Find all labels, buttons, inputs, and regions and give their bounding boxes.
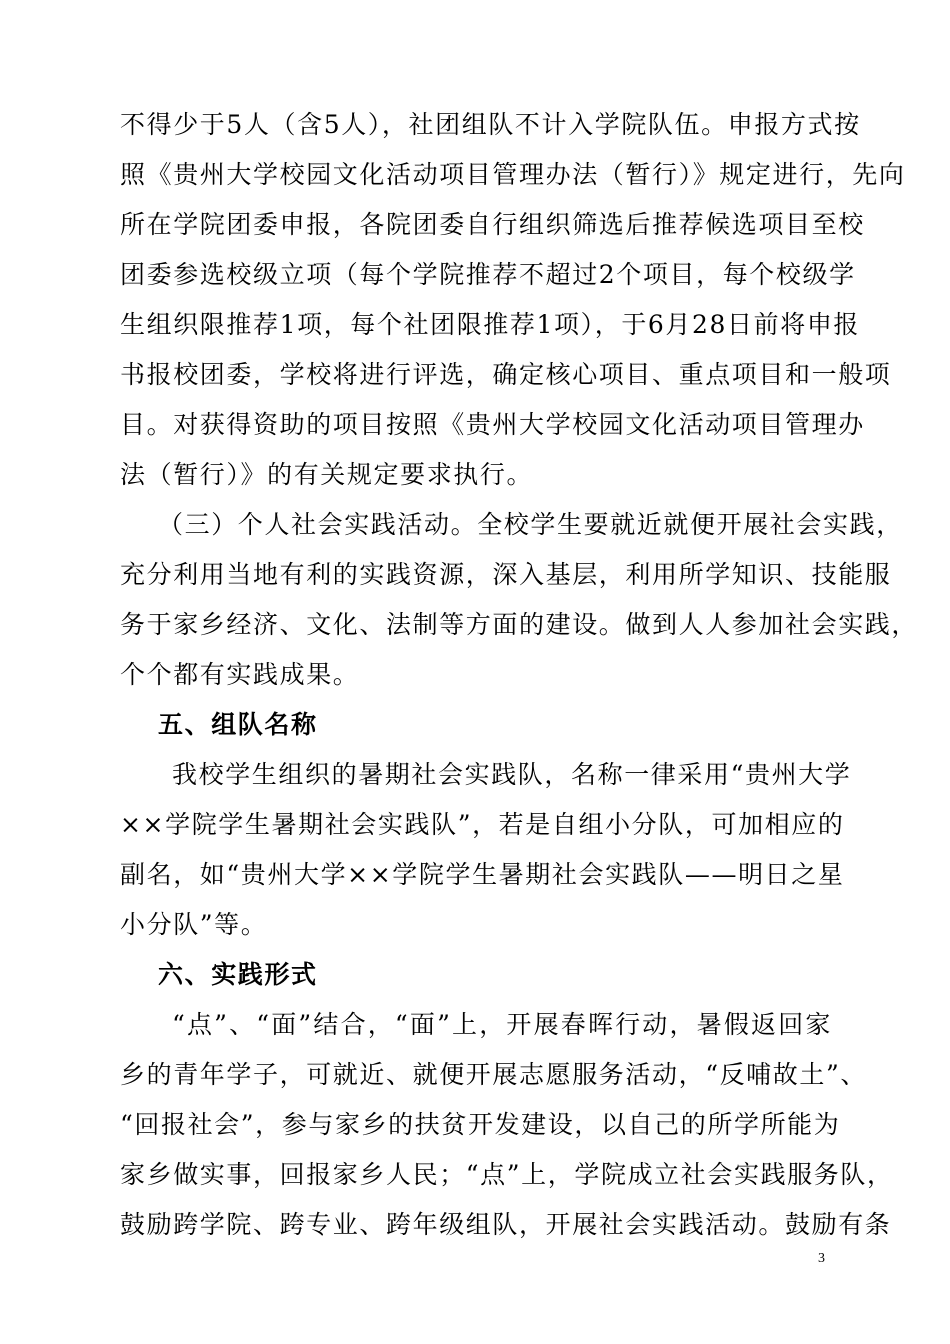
text-line: ××学院学生暑期社会实践队”，若是自组小分队，可加相应的 xyxy=(120,810,845,839)
text-line: 家乡做实事，回报家乡人民；“点”上，学院成立社会实践服务队， xyxy=(120,1160,894,1189)
text-line: 生组织限推荐1项，每个社团限推荐1项），于6月28日前将申报 xyxy=(120,310,861,339)
paragraph-start-line: “点”、“面”结合，“面”上，开展春晖行动，暑假返回家 xyxy=(172,1010,832,1039)
text-line: 副名，如“贵州大学××学院学生暑期社会实践队——明日之星 xyxy=(120,860,845,889)
text-line: 乡的青年学子，可就近、就便开展志愿服务活动，“反哺故土”、 xyxy=(120,1060,867,1089)
text-line: 目。对获得资助的项目按照《贵州大学校园文化活动项目管理办 xyxy=(120,410,865,439)
section-heading: 六、实践形式 xyxy=(158,960,318,989)
text-line: 鼓励跨学院、跨专业、跨年级组队，开展社会实践活动。鼓励有条 xyxy=(120,1210,892,1239)
text-line: “回报社会”，参与家乡的扶贫开发建设，以自己的所学所能为 xyxy=(120,1110,841,1139)
section-heading: 五、组队名称 xyxy=(158,710,318,739)
text-line: 个个都有实践成果。 xyxy=(120,660,360,689)
text-line: 照《贵州大学校园文化活动项目管理办法（暂行）》规定进行，先向 xyxy=(120,160,906,189)
text-line: 团委参选校级立项（每个学院推荐不超过2个项目，每个校级学 xyxy=(120,260,856,289)
paragraph-start-line: 我校学生组织的暑期社会实践队，名称一律采用“贵州大学 xyxy=(172,760,852,789)
text-line: 不得少于5人（含5人），社团组队不计入学院队伍。申报方式按 xyxy=(120,110,861,139)
text-line: 小分队”等。 xyxy=(120,910,268,939)
paragraph-start-line: （三）个人社会实践活动。全校学生要就近就便开展社会实践， xyxy=(158,510,903,539)
text-line: 务于家乡经济、文化、法制等方面的建设。做到人人参加社会实践， xyxy=(120,610,919,639)
text-line: 所在学院团委申报，各院团委自行组织筛选后推荐候选项目至校 xyxy=(120,210,865,239)
text-line: 充分利用当地有利的实践资源，深入基层，利用所学知识、技能服 xyxy=(120,560,892,589)
text-line: 书报校团委，学校将进行评选，确定核心项目、重点项目和一般项 xyxy=(120,360,892,389)
page-number: 3 xyxy=(818,1251,825,1266)
text-line: 法（暂行）》的有关规定要求执行。 xyxy=(120,460,534,489)
